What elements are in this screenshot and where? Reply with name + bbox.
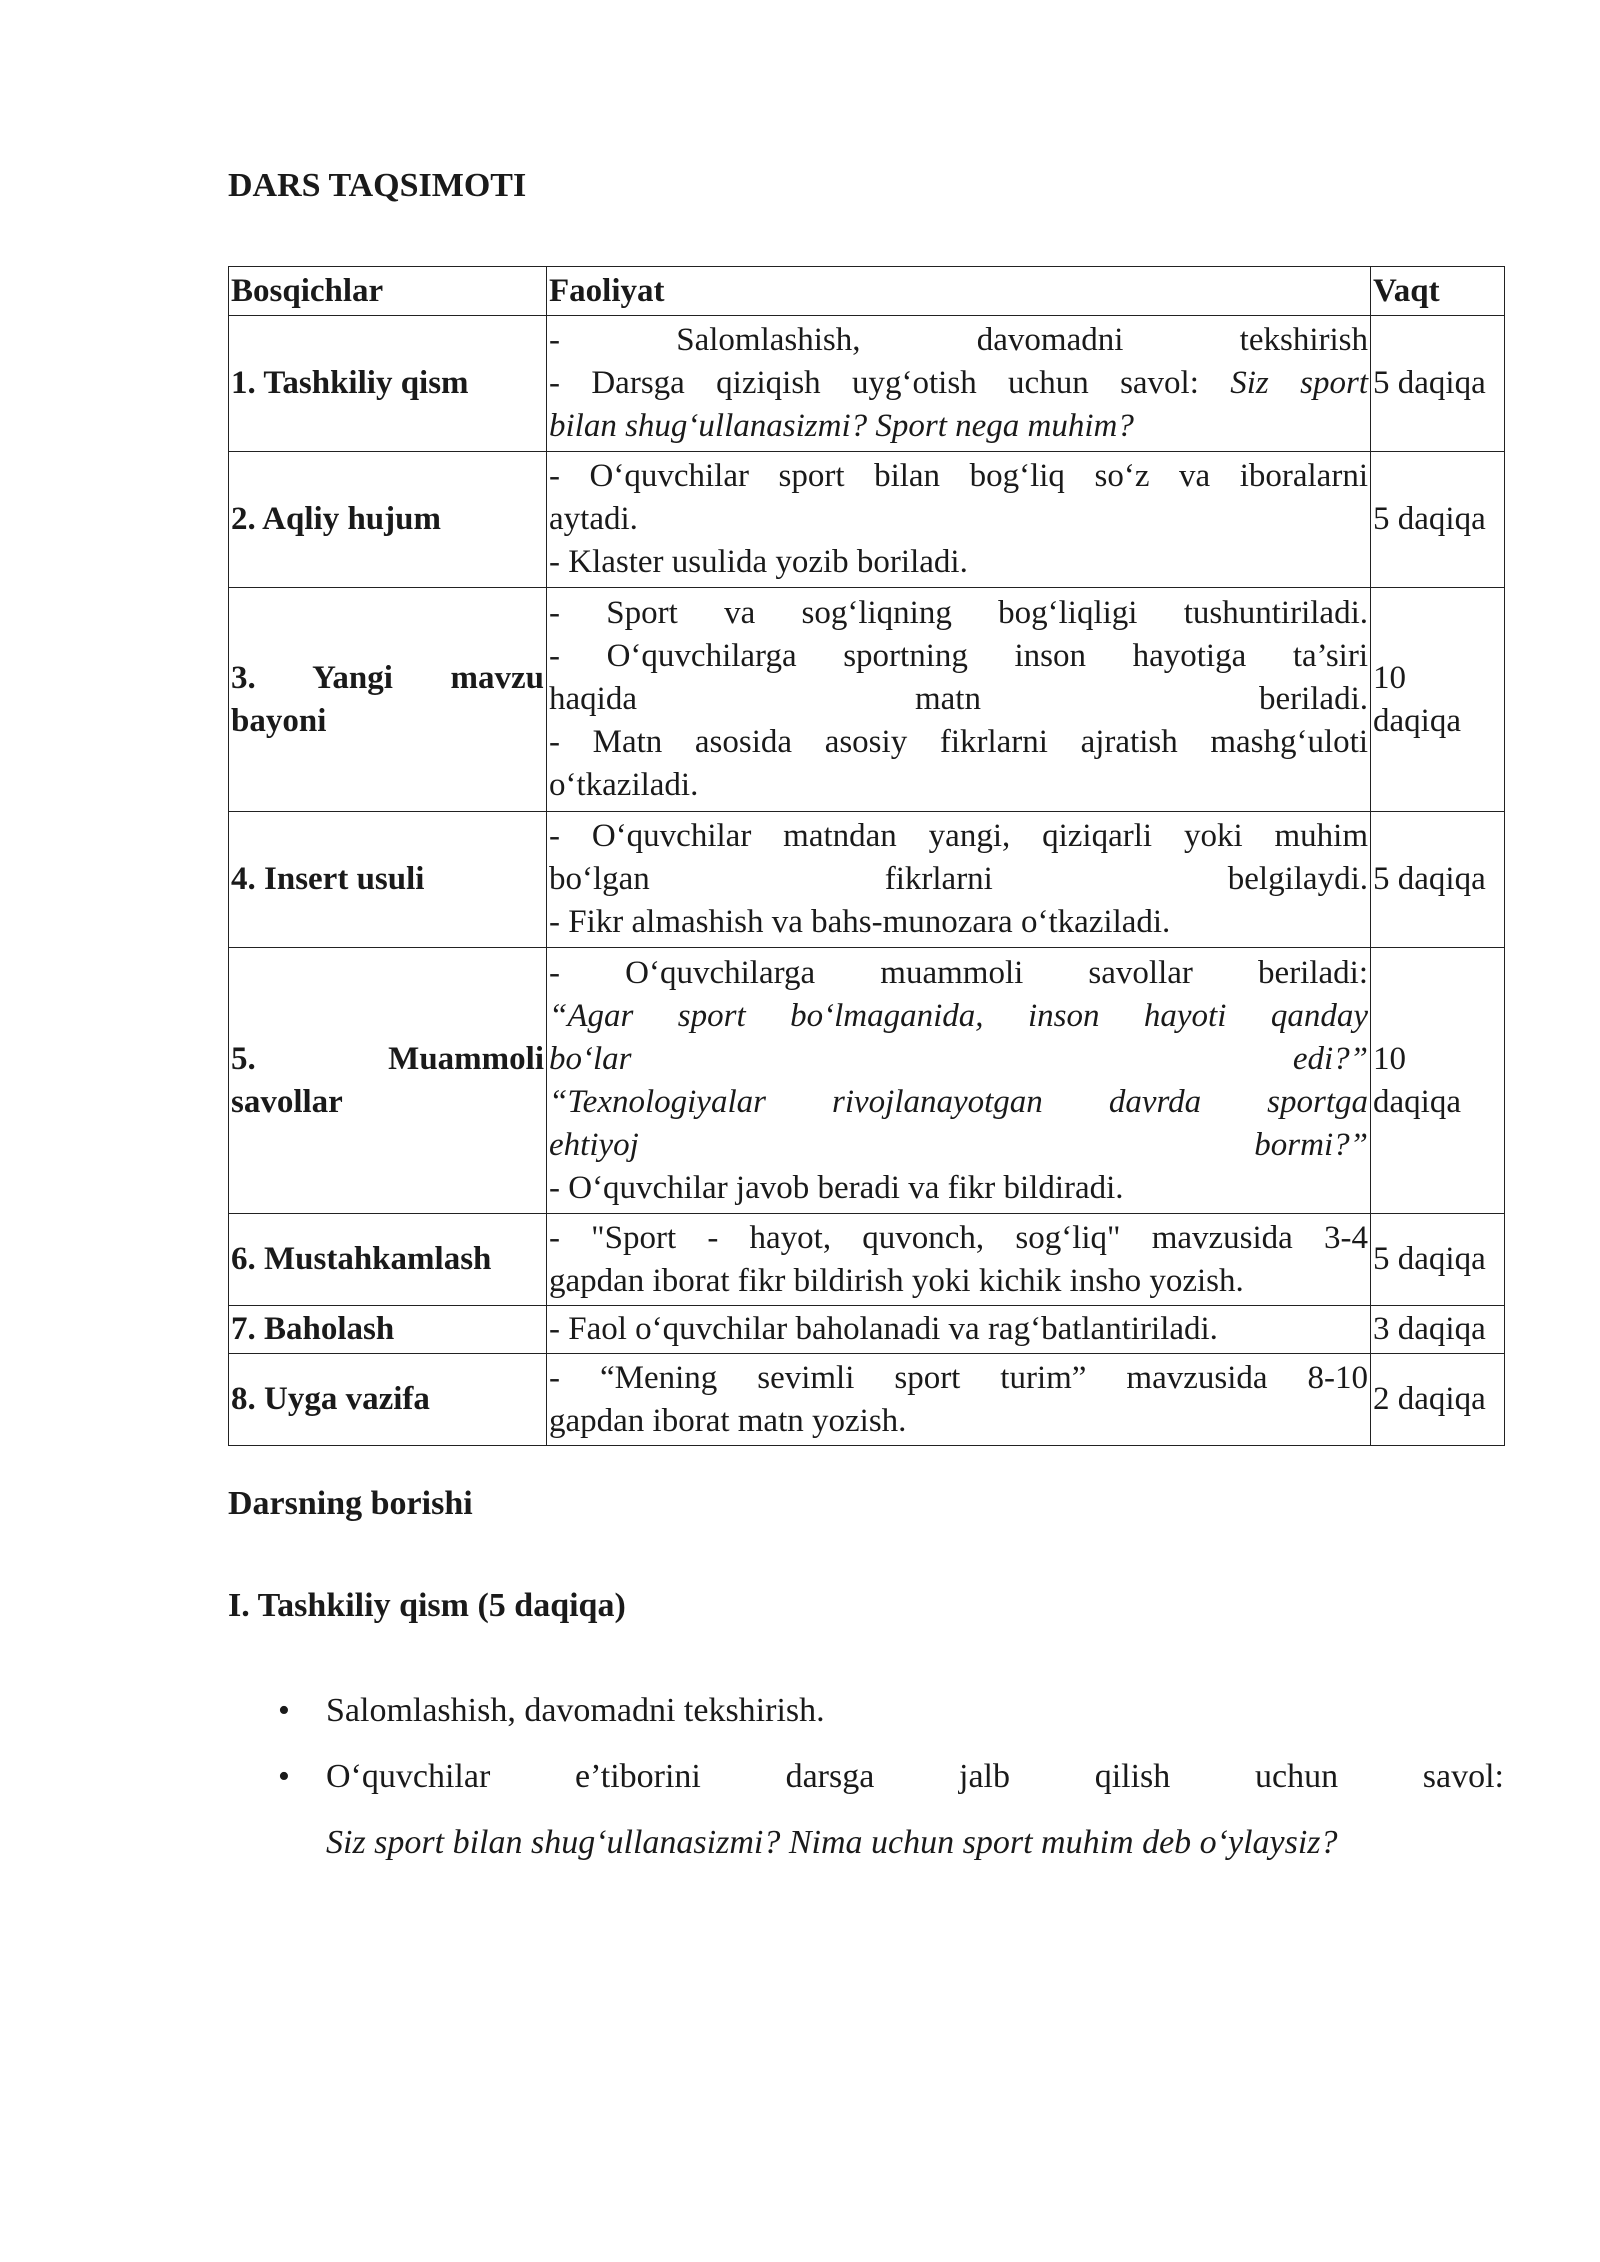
bullet-list	[228, 1678, 1504, 1876]
table-row	[229, 1214, 1505, 1306]
stage-cell: 5. Muammoli savollar	[229, 948, 547, 1214]
activity-cell	[547, 1354, 1371, 1446]
time-cell: 10 daqiqa	[1371, 948, 1505, 1214]
activity-line: - Salomlashish, davomadni tekshirish	[549, 322, 1368, 358]
time-cell: 5 daqiqa	[1371, 1214, 1505, 1306]
activity-line: - O‘quvchilarga muammoli savollar beriladi:	[549, 954, 1368, 991]
list-item-text: O‘quvchilar e’tiborini darsga jalb qilish uchun savol:	[326, 1758, 1504, 1795]
document-title: DARS TAQSIMOTI	[228, 167, 527, 204]
time-cell: 5 daqiqa	[1371, 316, 1505, 452]
activity-line: - O‘quvchilarga sportning inson hayotiga ta’siri	[549, 638, 1368, 674]
stage-cell: 1. Tashkiliy qism	[229, 316, 547, 452]
activity-line: - O‘quvchilar matndan yangi, qiziqarli yoki muhim	[549, 818, 1368, 854]
table-row	[229, 1306, 1505, 1354]
time-cell: 3 daqiqa	[1371, 1306, 1505, 1354]
activity-line: bo‘lgan fikrlarni belgilaydi.	[549, 861, 1368, 897]
activity-line: - “Mening sevimli sport turim” mavzusida 8-10	[549, 1359, 1368, 1396]
activity-cell	[547, 1306, 1371, 1354]
activity-line: ehtiyoj bormi?”	[549, 1126, 1368, 1163]
time-cell: 5 daqiqa	[1371, 812, 1505, 948]
header-stages: Bosqichlar	[229, 267, 547, 316]
list-item-question: Siz sport bilan shug‘ullanasizmi? Nima uchun sport muhim deb o‘ylaysiz?	[326, 1824, 1338, 1861]
activity-line: haqida matn beriladi.	[549, 681, 1368, 717]
header-time: Vaqt	[1371, 267, 1505, 316]
stage-cell: 7. Baholash	[229, 1306, 547, 1354]
table-row	[229, 452, 1505, 588]
activity-line: “Texnologiyalar rivojlanayotgan davrda sportga	[549, 1083, 1368, 1120]
bullet-icon: •	[278, 1758, 290, 1795]
activity-cell	[547, 316, 1371, 452]
stage-cell: 3. Yangi mavzu bayoni	[229, 588, 547, 812]
activity-line: aytadi.	[549, 501, 638, 537]
activity-line: - Darsga qiziqish uyg‘otish uchun savol: Siz sport	[549, 365, 1368, 401]
activity-line: - Faol o‘quvchilar baholanadi va rag‘batlantiriladi.	[549, 1311, 1218, 1347]
activity-line: - "Sport - hayot, quvonch, sog‘liq" mavzusida 3-4	[549, 1219, 1368, 1256]
stage-cell: 2. Aqliy hujum	[229, 452, 547, 588]
header-activity: Faoliyat	[547, 267, 1371, 316]
activity-line: - Sport va sog‘liqning bog‘liqligi tushuntiriladi.	[549, 595, 1368, 631]
activity-cell	[547, 588, 1371, 812]
list-item-text: Salomlashish, davomadni tekshirish.	[326, 1692, 825, 1729]
time-cell: 5 daqiqa	[1371, 452, 1505, 588]
activity-line: - Matn asosida asosiy fikrlarni ajratish mashg‘uloti	[549, 724, 1368, 760]
activity-cell	[547, 812, 1371, 948]
table-row	[229, 1354, 1505, 1446]
activity-line: gapdan iborat matn yozish.	[549, 1402, 907, 1439]
time-cell: 2 daqiqa	[1371, 1354, 1505, 1446]
section-heading: Darsning borishi	[228, 1485, 473, 1522]
activity-line: gapdan iborat fikr bildirish yoki kichik insho yozish.	[549, 1262, 1244, 1299]
activity-line: o‘tkaziladi.	[549, 767, 699, 803]
lesson-plan-table	[228, 266, 1505, 1446]
activity-line: - Fikr almashish va bahs-munozara o‘tkaziladi.	[549, 904, 1171, 940]
table-row	[229, 948, 1505, 1214]
table-row	[229, 588, 1505, 812]
activity-cell	[547, 948, 1371, 1214]
stage-cell: 4. Insert usuli	[229, 812, 547, 948]
bullet-icon: •	[278, 1692, 290, 1729]
activity-cell	[547, 452, 1371, 588]
activity-line: - O‘quvchilar sport bilan bog‘liq so‘z va iboralarni	[549, 458, 1368, 494]
activity-cell	[547, 1214, 1371, 1306]
table-header-row	[229, 267, 1505, 316]
activity-line: - Klaster usulida yozib boriladi.	[549, 544, 968, 580]
subsection-heading: I. Tashkiliy qism (5 daqiqa)	[228, 1587, 626, 1624]
table-row	[229, 316, 1505, 452]
stage-cell: 8. Uyga vazifa	[229, 1354, 547, 1446]
stage-cell: 6. Mustahkamlash	[229, 1214, 547, 1306]
activity-line: bilan shug‘ullanasizmi? Sport nega muhim?	[549, 408, 1134, 444]
list-item	[228, 1678, 1504, 1744]
activity-line: bo‘lar edi?”	[549, 1040, 1368, 1077]
time-cell: 10 daqiqa	[1371, 588, 1505, 812]
activity-line: “Agar sport bo‘lmaganida, inson hayoti qanday	[549, 997, 1368, 1034]
table-row	[229, 812, 1505, 948]
activity-line: - O‘quvchilar javob beradi va fikr bildiradi.	[549, 1169, 1124, 1206]
list-item	[228, 1744, 1504, 1876]
